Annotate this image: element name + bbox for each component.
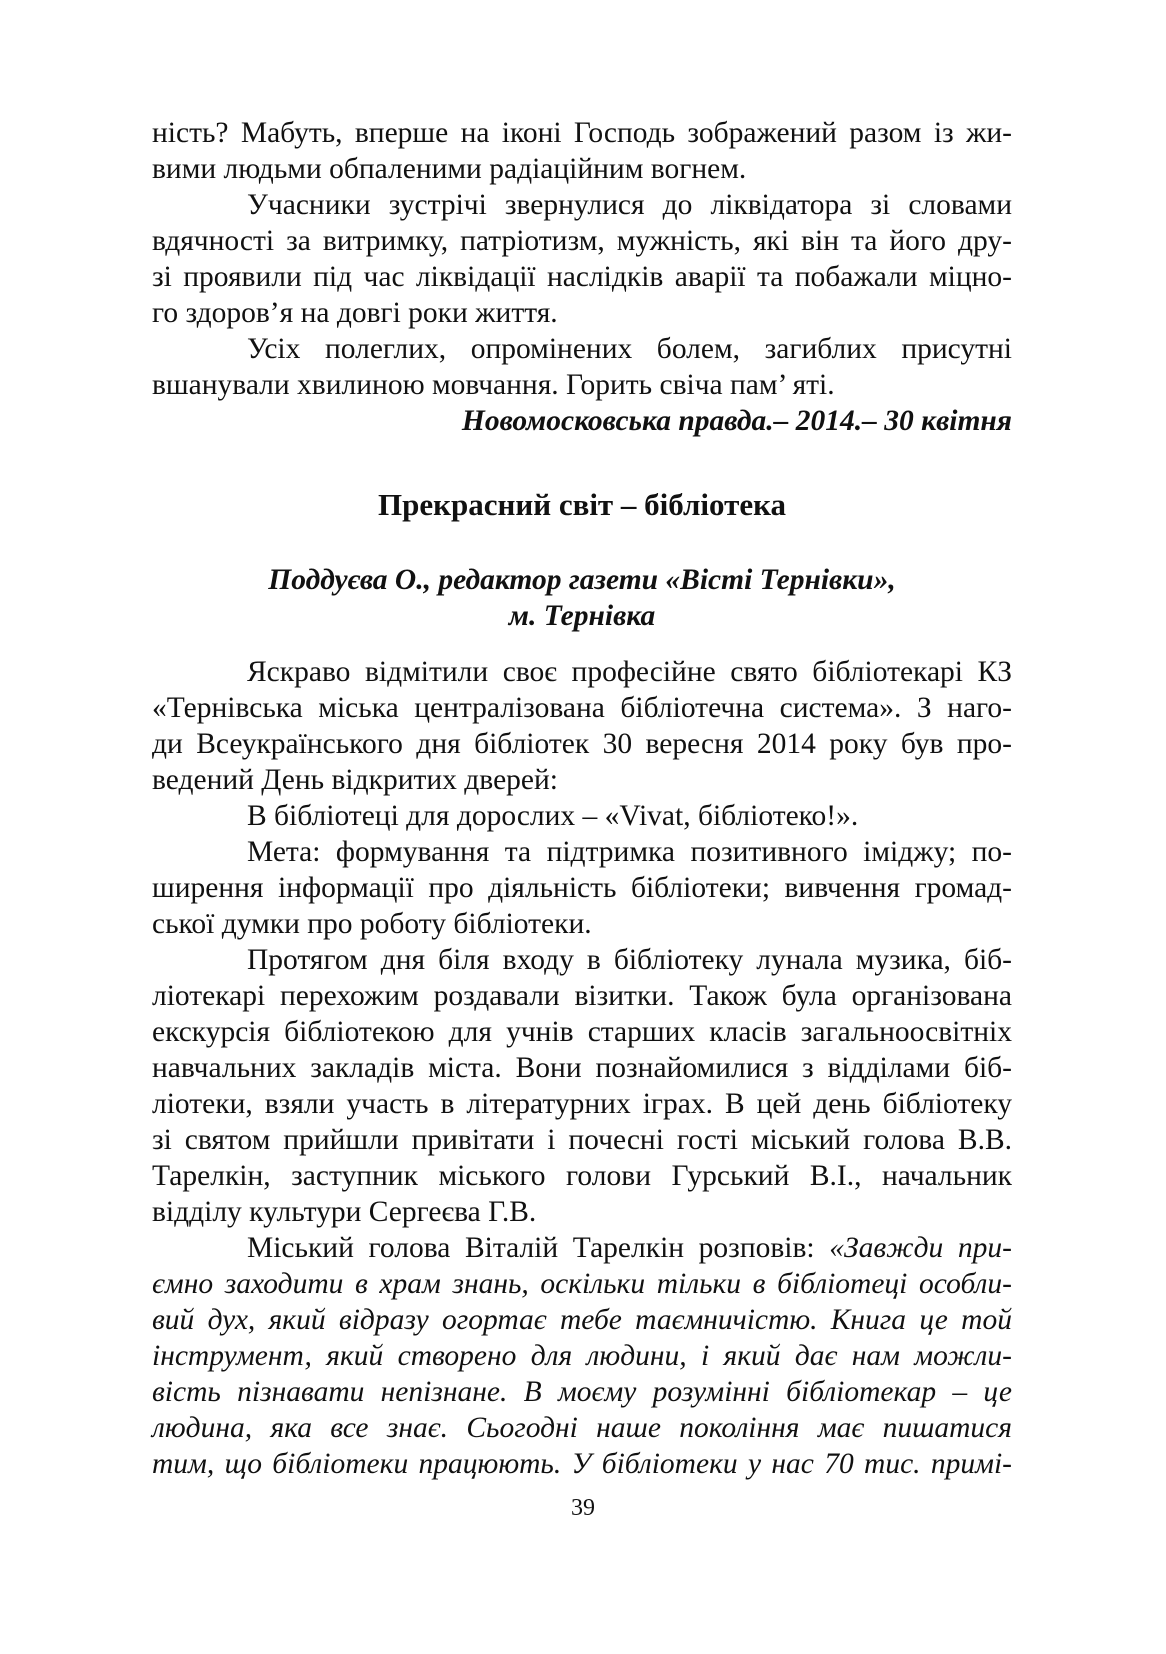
text-line: вшанували хвилиною мовчання. Горить свіча пам’ яті. <box>152 369 835 401</box>
text-line: Учасники зустрічі звернулися до ліквідатора зі словами <box>247 189 1012 221</box>
text-line: В бібліотеці для дорослих – «Vivat, бібліотеко!». <box>247 800 859 832</box>
text-line: екскурсія бібліотекою для учнів старших класів загальноосвітніх <box>152 1016 1012 1048</box>
text-line: «Тернівська міська централізована бібліотечна система». З наго- <box>152 692 1012 724</box>
article-author <box>152 562 1012 634</box>
quote-line: інструмент, який створено для людини, і який дає нам можли- <box>152 1340 1012 1372</box>
text-line: Яскраво відмітили своє професійне свято бібліотекарі КЗ <box>247 656 1012 688</box>
page-number: 39 <box>571 1495 595 1521</box>
text-line: ліотеки, взяли участь в літературних іграх. В цей день бібліотеку <box>152 1088 1012 1120</box>
quote-line: вість пізнавати непізнане. В моєму розумінні бібліотекар – це <box>152 1376 1012 1408</box>
text-line: зі проявили під час ліквідації наслідків аварії та побажали міцно- <box>152 261 1012 293</box>
text-line: зі святом прийшли привітати і почесні гості міський голова В.В. <box>152 1124 1012 1156</box>
text-line: ність? Мабуть, вперше на іконі Господь зображений разом із жи- <box>152 117 1012 149</box>
text-line: відділу культури Сергеєва Г.В. <box>152 1196 537 1228</box>
quote-line: людина, яка все знає. Сьогодні наше покоління має пишатися <box>152 1412 1012 1444</box>
quote-line: вий дух, який відразу огортає тебе таємничістю. Книга це той <box>152 1304 1012 1336</box>
author-place: м. Тернівка <box>508 600 656 632</box>
text-line: навчальних закладів міста. Вони познайомилися з відділами біб- <box>152 1052 1012 1084</box>
text-line: ліотекарі перехожим роздавали візитки. Також була організована <box>152 980 1012 1012</box>
text-line: ведений День відкритих дверей: <box>152 764 558 796</box>
article-title: Прекрасний світ – бібліотека <box>378 487 786 522</box>
text-line: вдячності за витримку, патріотизм, мужність, які він та його дру- <box>152 225 1012 257</box>
quote-start: «Завжди при- <box>829 1232 1012 1264</box>
quote-intro-line <box>152 1230 1012 1266</box>
quote-line: тим, що бібліотеки працюють. У бібліотеки у нас 70 тис. примі- <box>152 1448 1012 1480</box>
text-line: Усіх полеглих, опромінених болем, загиблих присутні <box>247 333 1012 365</box>
text-line: Протягом дня біля входу в бібліотеку лунала музика, біб- <box>247 944 1012 976</box>
previous-article-text <box>152 115 1012 439</box>
author-line: Поддуєва О., редактор газети «Вісті Тернівки», <box>268 564 896 596</box>
source-citation: Новомосковська правда.– 2014.– 30 квітня <box>461 405 1012 437</box>
quote-line: ємно заходити в храм знань, оскільки тільки в бібліотеці особли- <box>152 1268 1012 1300</box>
text-line: ської думки про роботу бібліотеки. <box>152 908 592 940</box>
quote-intro: Міський голова Віталій Тарелкін розповів: <box>247 1232 830 1264</box>
text-line: Мета: формування та підтримка позитивного іміджу; по- <box>247 836 1012 868</box>
text-line: вими людьми обпаленими радіаційним вогнем. <box>152 153 747 185</box>
article-body <box>152 654 1012 1482</box>
text-line: ширення інформації про діяльність бібліотеки; вивчення громад- <box>152 872 1012 904</box>
text-line: ди Всеукраїнського дня бібліотек 30 вересня 2014 року був про- <box>152 728 1012 760</box>
text-line: го здоров’я на довгі роки життя. <box>152 297 558 329</box>
text-line: Тарелкін, заступник міського голови Гурський В.І., начальник <box>152 1160 1012 1192</box>
